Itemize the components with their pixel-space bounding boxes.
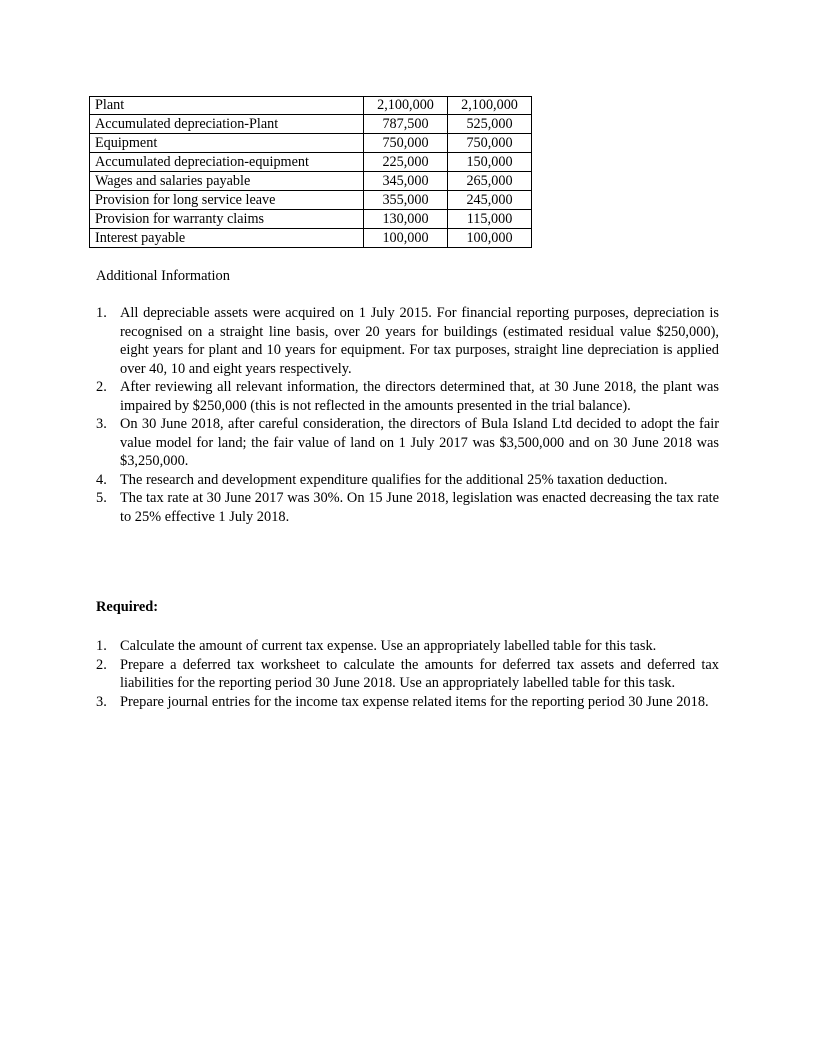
list-item bbox=[96, 415, 719, 471]
row-value-current: 225,000 bbox=[364, 153, 448, 172]
row-value-prior: 100,000 bbox=[448, 229, 532, 248]
table-row bbox=[90, 172, 532, 191]
row-value-prior: 115,000 bbox=[448, 210, 532, 229]
list-item-number: 1. bbox=[96, 305, 107, 321]
list-item-number: 1. bbox=[96, 638, 107, 654]
list-item bbox=[96, 378, 719, 415]
row-value-current: 787,500 bbox=[364, 115, 448, 134]
list-item bbox=[96, 489, 719, 526]
table-row bbox=[90, 115, 532, 134]
row-value-prior: 245,000 bbox=[448, 191, 532, 210]
row-value-prior: 150,000 bbox=[448, 153, 532, 172]
list-item bbox=[96, 693, 719, 712]
row-label: Equipment bbox=[90, 134, 364, 153]
table-row bbox=[90, 153, 532, 172]
list-item-text: The research and development expenditure qualifies for the additional 25% taxation deduction. bbox=[120, 471, 668, 488]
list-item bbox=[96, 471, 719, 490]
list-item-text: Prepare a deferred tax worksheet to calculate the amounts for deferred tax assets and deferred tax liabilities for the reporting period 30 June 2018. Use an appropriately labelled table for this task. bbox=[120, 656, 719, 691]
list-item-text: On 30 June 2018, after careful consideration, the directors of Bula Island Ltd decided to adopt the fair value model for land; the fair value of land on 1 July 2017 was $3,500,000 and on 30 June 2018 was $3,250,000. bbox=[120, 416, 719, 469]
additional-information-list bbox=[96, 304, 719, 526]
row-value-current: 100,000 bbox=[364, 229, 448, 248]
row-value-prior: 525,000 bbox=[448, 115, 532, 134]
table-row bbox=[90, 134, 532, 153]
list-item-number: 3. bbox=[96, 693, 107, 710]
row-label: Accumulated depreciation-Plant bbox=[90, 115, 364, 134]
list-item-text: The tax rate at 30 June 2017 was 30%. On 15 June 2018, legislation was enacted decreasing the tax rate to 25% effective 1 July 2018. bbox=[120, 490, 719, 525]
balances-table bbox=[89, 96, 532, 248]
row-label: Provision for long service leave bbox=[90, 191, 364, 210]
list-item-text: After reviewing all relevant information, the directors determined that, at 30 June 2018, the plant was impaired by $250,000 (this is not reflected in the amounts presented in the trial balance). bbox=[120, 379, 719, 414]
list-item-number: 2. bbox=[96, 656, 107, 673]
list-item-text: Prepare journal entries for the income tax expense related items for the reporting period 30 June 2018. bbox=[120, 693, 709, 710]
list-item-text: Calculate the amount of current tax expense. Use an appropriately labelled table for this task. bbox=[120, 638, 657, 654]
table-row bbox=[90, 229, 532, 248]
list-item-number: 5. bbox=[96, 490, 107, 506]
row-label: Interest payable bbox=[90, 229, 364, 248]
list-item bbox=[96, 656, 719, 693]
row-label: Accumulated depreciation-equipment bbox=[90, 153, 364, 172]
row-value-current: 345,000 bbox=[364, 172, 448, 191]
row-value-prior: 750,000 bbox=[448, 134, 532, 153]
list-item-text: All depreciable assets were acquired on 1 July 2015. For financial reporting purposes, depreciation is recognised on a straight line basis, over 20 years for buildings (estimated residual value $250,000), eight years for plant and 10 years for equipment. For tax purposes, straight line depreciation is applied over 40, 10 and eight years respectively. bbox=[120, 305, 719, 377]
list-item-number: 3. bbox=[96, 416, 107, 432]
row-label: Plant bbox=[90, 97, 364, 115]
row-value-prior: 2,100,000 bbox=[448, 97, 532, 115]
row-value-prior: 265,000 bbox=[448, 172, 532, 191]
list-item-number: 2. bbox=[96, 379, 107, 395]
list-item bbox=[96, 304, 719, 378]
required-heading: Required: bbox=[96, 599, 159, 615]
table-row bbox=[90, 210, 532, 229]
row-value-current: 355,000 bbox=[364, 191, 448, 210]
row-label: Provision for warranty claims bbox=[90, 210, 364, 229]
row-label: Wages and salaries payable bbox=[90, 172, 364, 191]
list-item bbox=[96, 637, 719, 656]
additional-information-heading: Additional Information bbox=[96, 268, 230, 284]
row-value-current: 130,000 bbox=[364, 210, 448, 229]
table-row bbox=[90, 97, 532, 115]
row-value-current: 2,100,000 bbox=[364, 97, 448, 115]
required-list bbox=[96, 637, 719, 711]
table-row bbox=[90, 191, 532, 210]
list-item-number: 4. bbox=[96, 471, 107, 488]
row-value-current: 750,000 bbox=[364, 134, 448, 153]
